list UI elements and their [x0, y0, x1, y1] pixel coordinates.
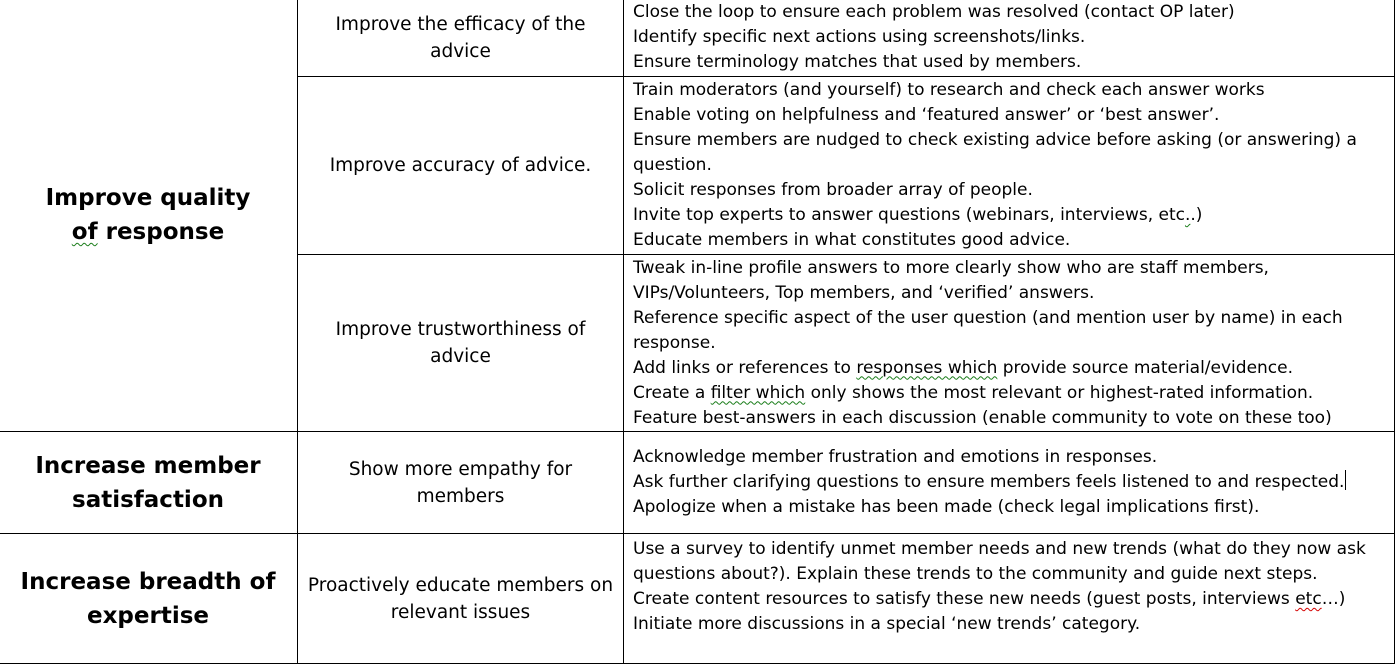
list-item: • Invite top experts to answer questions (webinars, interviews, etc..) [624, 203, 1385, 228]
goal-expertise-cell [0, 534, 298, 664]
goal-label: expertise [86, 602, 209, 629]
text-cursor [1345, 470, 1346, 490]
list-item: • Apologize when a mistake has been made (check legal implications first). [624, 495, 1385, 520]
list-item: • Solicit responses from broader array of people. [624, 178, 1385, 203]
strategy-cell [298, 77, 624, 255]
action-list [624, 0, 1385, 75]
strategy-label: Proactively educate members on [307, 574, 614, 596]
strategy-label: relevant issues [390, 601, 531, 623]
strategy-cell [298, 432, 624, 534]
actions-cell [624, 534, 1395, 664]
list-item: • Create content resources to satisfy these new needs (guest posts, interviews etc…) [624, 587, 1385, 612]
action-list [624, 445, 1385, 520]
list-item: • Reference specific aspect of the user question (and mention user by name) in each response. [624, 306, 1385, 356]
table-row [0, 432, 1395, 534]
goal-satisfaction-cell [0, 432, 298, 534]
spellcheck-mark: responses which [856, 357, 998, 378]
actions-cell [624, 77, 1395, 255]
spellcheck-mark: . [1184, 205, 1191, 225]
strategy-label: advice [430, 346, 491, 367]
goal-quality-cell [0, 0, 298, 432]
strategy-cell [298, 255, 624, 432]
strategy-label: Improve trustworthiness of [335, 319, 586, 340]
table-row [0, 534, 1395, 664]
goal-label: Improve quality [45, 185, 251, 211]
list-item: • Tweak in-line profile answers to more clearly show who are staff members, VIPs/Volunteers, Top members, and ‘verified’ answers. [624, 256, 1385, 306]
list-item: • Use a survey to identify unmet member needs and new trends (what do they now ask questions about?). Explain these trends to the community and guide next steps. [624, 537, 1385, 587]
list-item: • Ensure terminology matches that used by members. [624, 50, 1385, 75]
list-item: • Close the loop to ensure each problem was resolved (contact OP later) [624, 0, 1385, 25]
strategy-label: Improve accuracy of advice. [329, 155, 592, 176]
list-item: • Acknowledge member frustration and emotions in responses. [624, 445, 1385, 470]
table-row [0, 0, 1395, 77]
spellcheck-mark: filter which [710, 382, 806, 403]
actions-cell [624, 432, 1395, 534]
list-item: • Train moderators (and yourself) to research and check each answer works [624, 78, 1385, 103]
list-item: • Create a filter which only shows the most relevant or highest-rated information. [624, 381, 1385, 406]
list-item: • Add links or references to responses which provide source material/evidence. [624, 356, 1385, 381]
list-item: • Ask further clarifying questions to ensure members feels listened to and respected. [624, 470, 1385, 495]
strategy-label: Show more empathy for [348, 458, 573, 480]
action-list [624, 256, 1385, 431]
strategy-label: members [416, 485, 505, 507]
list-item: • Feature best-answers in each discussion (enable community to vote on these too) [624, 406, 1385, 431]
list-item: • Enable voting on helpfulness and ‘featured answer’ or ‘best answer’. [624, 103, 1385, 128]
actions-cell [624, 0, 1395, 77]
action-list [624, 78, 1385, 253]
actions-cell [624, 255, 1395, 432]
goal-label: satisfaction [72, 486, 224, 513]
goal-label: Increase breadth of [20, 568, 276, 595]
list-item: • Identify specific next actions using screenshots/links. [624, 25, 1385, 50]
strategy-cell [298, 0, 624, 77]
goal-label: response [97, 219, 225, 245]
list-item: • Ensure members are nudged to check existing advice before asking (or answering) a question. [624, 128, 1385, 178]
list-item: • Initiate more discussions in a special ‘new trends’ category. [624, 612, 1385, 637]
strategy-label: Improve the efficacy of the advice [335, 13, 586, 62]
goal-label: Increase member [35, 452, 261, 479]
action-list [624, 537, 1385, 637]
spellcheck-mark: etc [1295, 589, 1322, 609]
goal-label: of [71, 219, 98, 245]
strategy-cell [298, 534, 624, 664]
list-item: • Educate members in what constitutes good advice. [624, 228, 1385, 253]
